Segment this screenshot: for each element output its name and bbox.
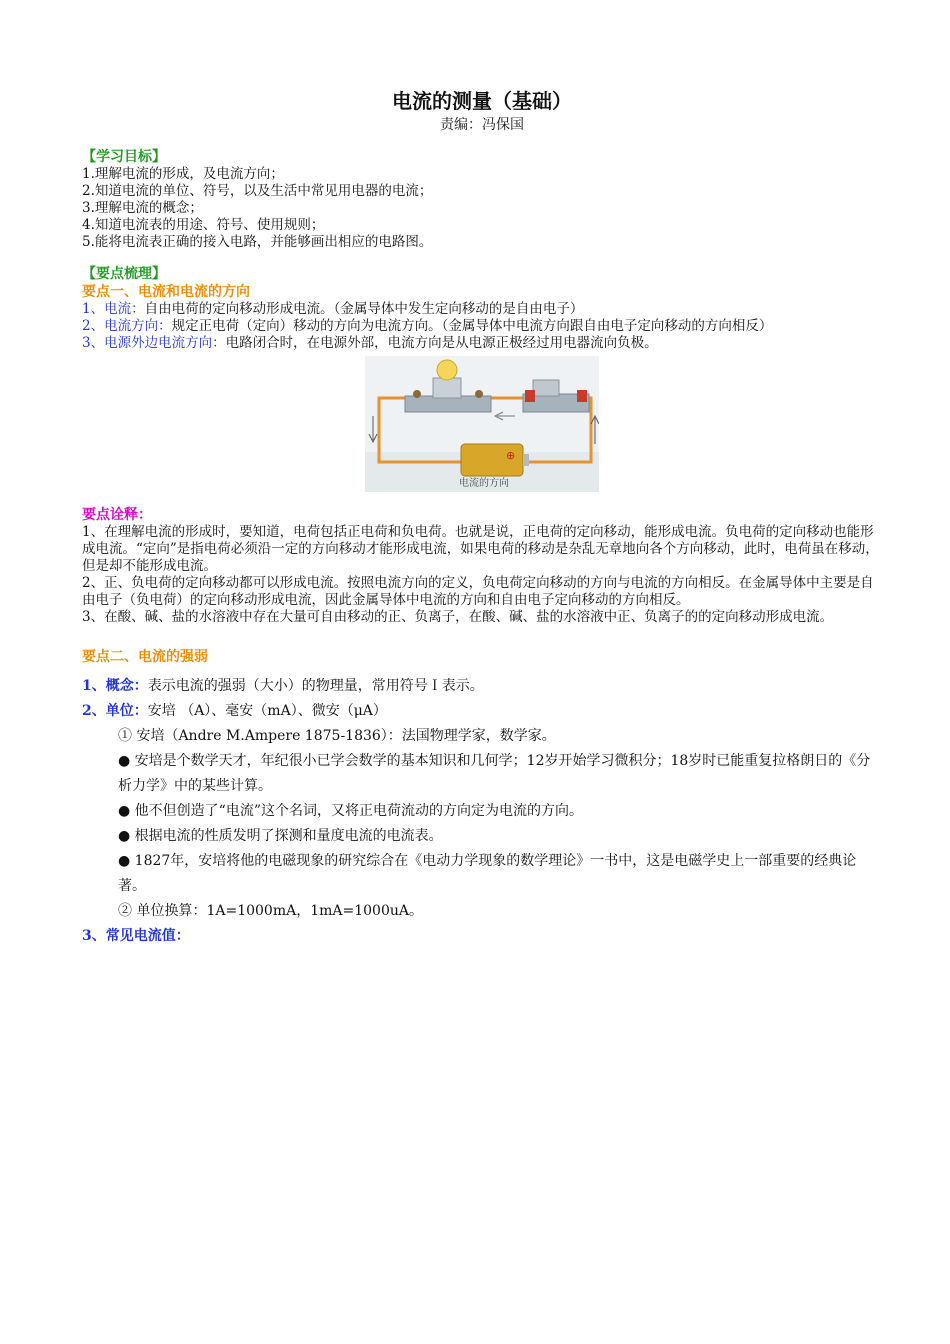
point1-item-label: 3、电源外边电流方向： <box>82 335 226 351</box>
goal-item: 3.理解电流的概念； <box>82 200 203 216</box>
lamp-holder <box>433 378 461 398</box>
note-item: 1、在理解电流的形成时，要知道，电荷包括正电荷和负电荷。也就是说，正电荷的定向移动，能形成电流。负电荷的定向移动也能形成电流。“定向”是指电荷必须沿一定的方向移动才能形成电流，如果电荷的移动是杂乱无章地向各个方向移动，此时，电荷虽在移动，但是却不能形成电流。 <box>82 524 879 574</box>
concept-line <box>82 674 882 699</box>
switch-blade <box>533 380 559 396</box>
goal-item: 5.能将电流表正确的接入电路，并能够画出相应的电路图。 <box>82 234 433 250</box>
ampere-bullet: ● 根据电流的性质发明了探测和量度电流的电流表。 <box>118 828 443 844</box>
ampere-bullet: ● 1827年，安培将他的电磁现象的研究综合在《电动力学现象的数学理论》一书中，这是电磁学史上一部重要的经典论著。 <box>118 853 857 894</box>
ampere-bullet: ● 他不但创造了“电流”这个名词，又将正电荷流动的方向定为电流的方向。 <box>118 803 583 819</box>
author-line: 责编：冯保国 <box>440 117 524 133</box>
point1-item-text: 自由电荷的定向移动形成电流。（金属导体中发生定向移动的是自由电子） <box>144 301 584 317</box>
bulb-icon <box>437 360 457 380</box>
unit-line <box>82 699 882 724</box>
goal-item: 4.知道电流表的用途、符号、使用规则； <box>82 217 325 233</box>
concept-text: 表示电流的强弱（大小）的物理量，常用符号Ｉ表示。 <box>147 678 484 694</box>
document-page <box>82 88 882 949</box>
point1-item-text: 规定正电荷（定向）移动的方向为电流方向。（金属导体中电流方向跟自由电子定向移动的方向相反） <box>171 318 773 334</box>
goal-item: 1.理解电流的形成，及电流方向； <box>82 166 284 182</box>
goal-item: 2.知道电流的单位、符号，以及生活中常见用电器的电流； <box>82 183 433 199</box>
point2-heading: 要点二、电流的强弱 <box>82 649 208 665</box>
circuit-figure <box>82 356 882 492</box>
point1-item <box>82 318 882 335</box>
point1-item-text: 电路闭合时，在电源外部，电流方向是从电源正极经过用电器流向负极。 <box>225 335 658 351</box>
ampere-bullet: ● 安培是个数学天才，年纪很小已学会数学的基本知识和几何学；12岁开始学习微积分；18岁时已能重复拉格朗日的《分析力学》中的某些计算。 <box>118 753 871 794</box>
unit-text: 安培 （A）、毫安（mA）、微安（μA） <box>147 703 387 719</box>
note-item: 2、正、负电荷的定向移动都可以形成电流。按照电流方向的定义，负电荷定向移动的方向与电流的方向相反。在金属导体中主要是自由电子（负电荷）的定向移动形成电流，因此金属导体中电流的方向和自由电子定向移动的方向相反。 <box>82 575 874 608</box>
common-values-label: 3、常见电流值： <box>82 928 190 944</box>
battery-tip <box>523 454 529 466</box>
common-values-line <box>82 924 882 949</box>
point1-item-label: 1、电流： <box>82 301 145 317</box>
terminal-left <box>413 390 421 398</box>
unit-label: 2、单位： <box>82 703 148 719</box>
ampere-line: ① 安培（Andre M.Ampere 1875-1836）：法国物理学家，数学家。 <box>118 728 556 744</box>
circuit-illustration <box>365 356 599 492</box>
goals-heading: 【学习目标】 <box>82 149 166 165</box>
points-heading: 【要点梳理】 <box>82 266 166 282</box>
note-item: 3、在酸、碱、盐的水溶液中存在大量可自由移动的正、负离子，在酸、碱、盐的水溶液中正、负离子的的定向移动形成电流。 <box>82 609 834 625</box>
switch-terminal <box>577 390 587 402</box>
switch-terminal-left <box>525 390 535 402</box>
conversion-line: ② 单位换算：1A=1000mA，1mA=1000uA。 <box>118 903 423 919</box>
terminal-right <box>475 390 483 398</box>
point1-item-label: 2、电流方向： <box>82 318 172 334</box>
point1-item <box>82 335 882 352</box>
concept-label: 1、概念： <box>82 678 148 694</box>
figure-caption: 电流的方向 <box>459 478 509 489</box>
point1-heading: 要点一、电流和电流的方向 <box>82 284 250 300</box>
battery-plus-sign: ⊕ <box>506 449 516 462</box>
notes-heading: 要点诠释： <box>82 507 152 523</box>
point1-item <box>82 301 882 318</box>
page-title: 电流的测量（基础） <box>392 89 572 113</box>
